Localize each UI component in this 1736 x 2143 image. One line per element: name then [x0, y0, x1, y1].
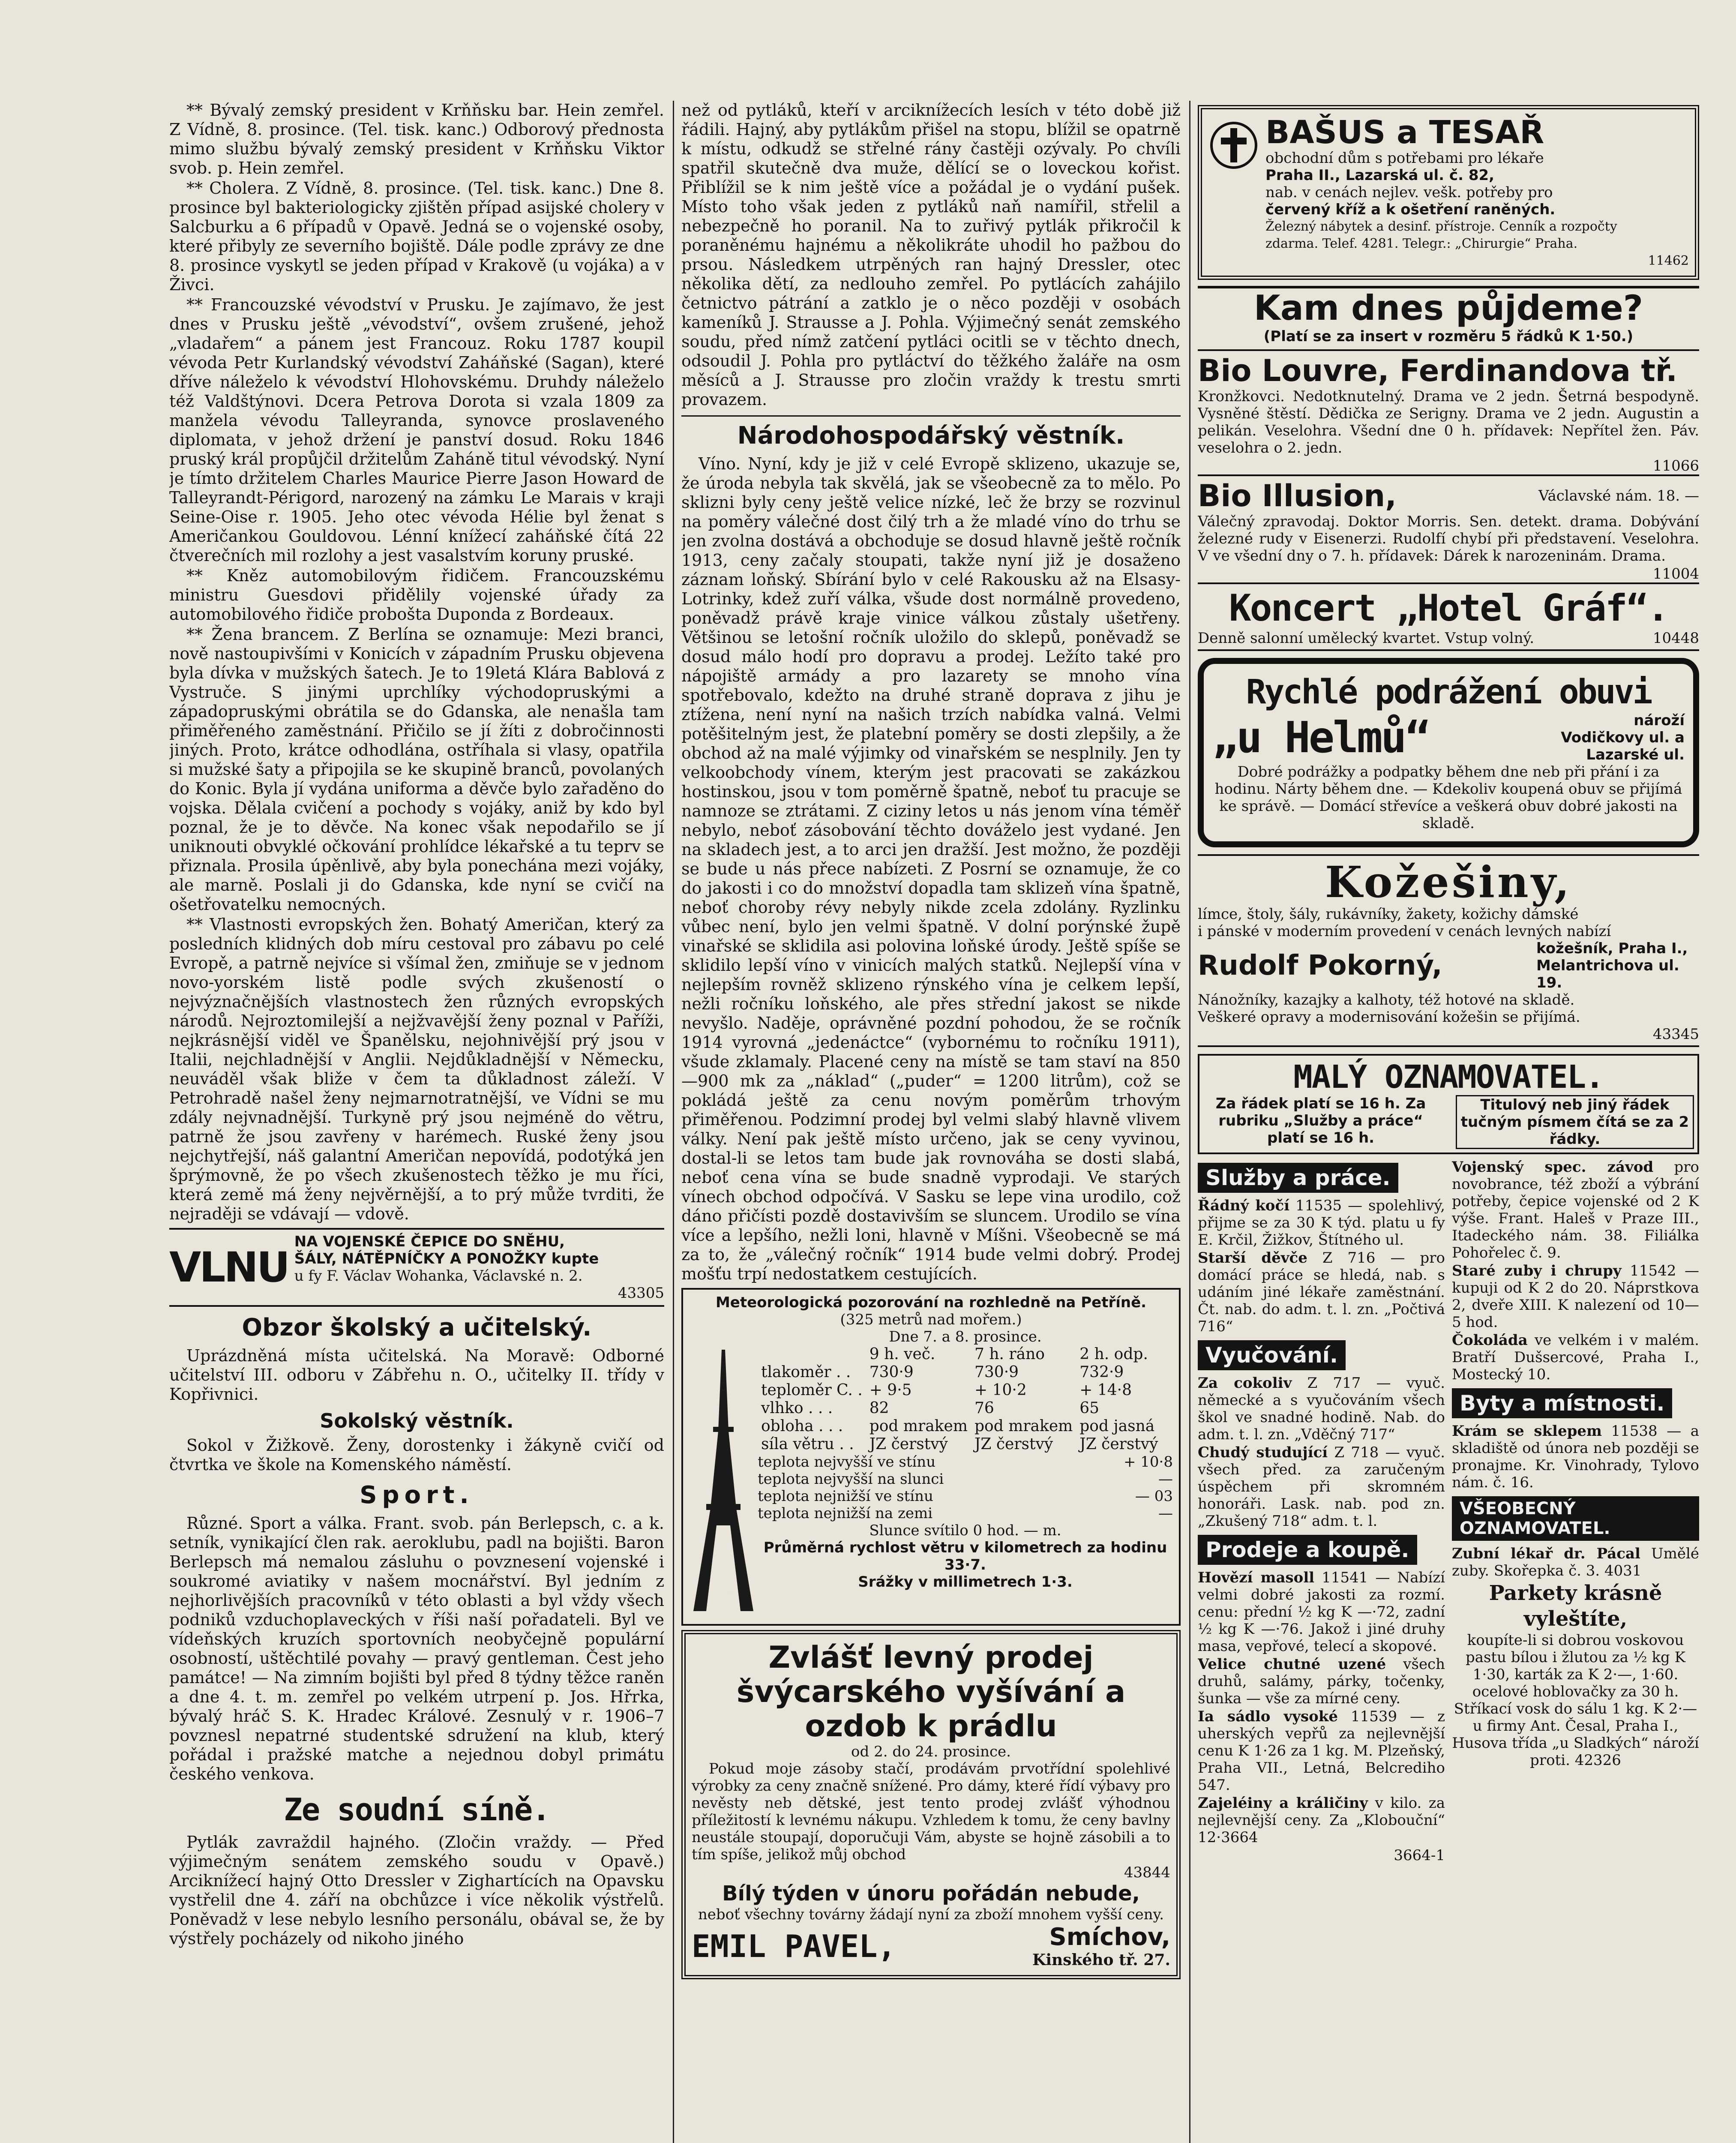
- weather-value: JZ čerstvý: [869, 1435, 948, 1453]
- ad-kozesiny-line: i pánské v moderním provedení v cenách levných nabízí: [1198, 923, 1611, 940]
- classified-item-text: 11538 — a skladiště od února neb později se pronajme. Kr. Vinohrady, Tylovo nám. č. 16.: [1452, 1423, 1699, 1491]
- court-text-continued: než od pytláků, kteří v arciknížecích lesích v této době již řádili. Hajný, aby pytlákům přišel na stopu, blížil se opatrně k místu, odkudž se střelné rány častěji ozývaly. Po chvíli spatřil skutečně dva muže, dělící se o loveckou kořist. Přiblížil se k nim ještě více a požádal je o vydání pušek. Místo toho však jeden z pytláků naň namířil, střelil a nebezpečně ho poranil. Na to zuřivý pytlák přikročil k poraněnému hajnému a několikráte uhodil ho pažbou do prsou. Následkem utrpěných ran hajný Dressler, otec několika dětí, za nedlouho zemřel. Po pytlácích zahájilo četnictvo pátrání a zatklo je o něco později v osobách kameníků J. Strausse a J. Pohla. Výjimečný senát zemského soudu, před nímž zatčení pytláci ocitli se v těchto dnech, odsoudil J. Pohla pro pytláctví do těžkého žaláře na osm měsíců a J. Strausse pro zločin vraždy k trestu smrti provazem.: [681, 101, 1181, 409]
- section-title-economy: Národohospodářský věstník.: [681, 415, 1181, 451]
- weather-table: [758, 1345, 1161, 1453]
- weather-wind: Průměrná rychlost větru v kilometrech za hodinu 33·7.: [763, 1539, 1167, 1573]
- cinema-louvre-code: 11066: [1652, 457, 1699, 474]
- ad-kozesiny-line: Veškeré opravy a modernisování kožešin se přijímá.: [1198, 1008, 1580, 1026]
- ad-kozesiny-title: Kožešiny,: [1325, 857, 1572, 907]
- weather-value: 65: [1079, 1399, 1100, 1417]
- weather-extreme-value: + 10·8: [1124, 1453, 1173, 1471]
- weather-extreme-label: teplota nejvyšší na slunci: [758, 1471, 944, 1488]
- classified-label-vyucovani: Vyučování.: [1198, 1340, 1346, 1370]
- cinema-illusion-addr: Václavské nám. 18. —: [1538, 487, 1699, 504]
- weather-label: obloha . . .: [761, 1417, 843, 1435]
- maly-rate-right: Titulový neb jiný řádek tučným písmem čítá se za 2 řádky.: [1456, 1095, 1694, 1149]
- news-item: ** Vlastnosti evropských žen. Bohatý Američan, který za posledních klidných dob míru cestoval pro zábavu po celé Evropě, a patrně nejvíce si všímal žen, zmiňuje se v jednom novo-yorském listě podle svých zkušeností o nejvýznačnějších vlastnostech žen různých evropských národů. Nejroztomilejší a nejžvavější ženy poznal v Paříži, nejkrásnější viděl ve Španělsku, nejohnivější prý jsou v Italii, nejchladnější v Anglii. Nejdůkladnější v Německu, neuváděl však bliže v čem ta důkladnost záleží. V Petrohradě našel ženy nejmarnotratnější, ve Vídni se mu zdály nejvnadnější. Turkyně prý jsou nejméně do větru, patrně že jsou zavřeny v harémech. Ruské ženy jsou nejchytřejší, náš galantní Američan nepovídá, podotýká jen šprýmovně, že po všech zkušenostech těžko je mu říci, která země má ženy nejvěrnější, a to prý může tvrditi, že nejraději se vdávají — vdově.: [169, 915, 664, 1223]
- classified-item-heading: Řádný kočí: [1198, 1197, 1290, 1214]
- ad-basus-line: nab. v cenách nejlev. vešk. potřeby pro: [1265, 184, 1553, 201]
- weather-col-header: 7 h. ráno: [974, 1345, 1045, 1363]
- section-title-school: Obzor školský a učitelský.: [242, 1314, 592, 1342]
- weather-rain: Srážky v millimetrech 1·3.: [858, 1573, 1073, 1591]
- classified-item: [1198, 1444, 1445, 1530]
- weather-box: [681, 1288, 1181, 1626]
- ad-swiss-place-wrap: [1032, 1923, 1170, 1969]
- column-rule-left: [673, 101, 674, 2143]
- classified-item: [1198, 1795, 1445, 1846]
- cinema-illusion-code: 11004: [1652, 565, 1699, 582]
- classified-item-text: Umělé zuby. Skořepka č. 3. 4031: [1452, 1545, 1699, 1579]
- concert-subtitle: Denně salonní umělecký kvartet. Vstup volný.: [1198, 630, 1535, 647]
- ad-vlnu-big: VLNU: [169, 1243, 288, 1291]
- ad-basus-tesar: [1198, 105, 1699, 280]
- classified-item-text: 11542 — kupuji od K 2 do 20. Náprstkova 2, dveře XIII. K nalezení od 10—5 hod.: [1452, 1262, 1699, 1331]
- weather-col-header: 9 h. več.: [869, 1345, 935, 1363]
- news-item: ** Žena brancem. Z Berlína se oznamuje: Mezi branci, nově nastoupivšími v Konicích v západním Prusku objevena byla dívka v mužských šatech. Je to 19letá Klára Bablová z Vystruče. S jinými uprchlíky východopruskými a západopruskými obrátila se do Gdanska, ale nenašla tam přiměřeného zaměstnání. Přičilo se jí žíti z dobročinnosti jiných. Proto, krátce odhodlána, ostříhala si vlasy, opatřila si mužské šaty a připojila se ke skupině branců, povolaných do Konic. Byla jí vydána uniforma a děvče bylo zařaděno do vojska. Dělala cvičení a pochody s vojáky, aniž by kdo byl poznal, že je to děvče. Na konec však nepodařilo se jí uniknouti obvyklé očkování prohlídce lékařské a tu teprv se přiznala. Prosila úpěnlivě, aby byla ponechána mezi vojáky, ale marně. Poslali ji do Gdanska, kde nyní se cvičí na ošetřovatelku nemocných.: [169, 625, 664, 914]
- ad-swiss-embroidery: [681, 1630, 1181, 1979]
- classified-item-text: pro novobrance, též zboží a výbrání potřeby, čepice vojenské od 2 K výše. Frant. Haleš v Praze III., Itadeckého nám. 38. Filiálka Pohořelec č. 9.: [1452, 1159, 1699, 1261]
- weather-label: teploměr C. .: [761, 1381, 863, 1399]
- classified-item: [1452, 1332, 1699, 1383]
- ad-basus-line: červený kříž a k ošetření raněných.: [1265, 201, 1556, 218]
- kam-title: Kam dnes půjdeme?: [1198, 286, 1699, 328]
- weather-header-row: [758, 1345, 1161, 1363]
- maly-rates: [1203, 1095, 1694, 1149]
- ad-basus-line: obchodní dům s potřebami pro lékaře: [1265, 150, 1544, 167]
- classified-item-heading: Parkety krásně vyleštíte,: [1489, 1581, 1662, 1631]
- classified-label-sluzby: Služby a práce.: [1198, 1163, 1398, 1193]
- weather-value: 732·9: [1079, 1363, 1124, 1381]
- weather-row: [758, 1417, 1161, 1435]
- news-item: ** Kněz automobilovým řidičem. Francouzskému ministru Guesdovi přidělily vojenské úřady za automobilového řidiče probošta Duponda z Bordeaux.: [169, 566, 664, 624]
- classified-item-text: Z 717 — vyuč. německé a s vyučováním všech škol ve snadné hodině. Nab. do adm. t. l. zn. „Vděčný 717“: [1198, 1375, 1445, 1443]
- classified-bottom-code: 3664-1: [1394, 1847, 1445, 1864]
- ad-basus-line: Praha II., Lazarská ul. č. 82,: [1265, 167, 1495, 184]
- cinema-louvre-text: Kronžkovci. Nedotknutelný. Drama ve 2 jedn. Šetrná bespodyně. Vysněné štěstí. Dědička ze Serigny. Drama ve 2 jedn. Augustin a pelikán. Veselohra. Všední dne 0 h. přídavek: Nepřítel žen. Páv. veselohra o 2. jedn.: [1198, 388, 1699, 456]
- section-title-sport: Sport.: [360, 1481, 474, 1509]
- classified-item-heading: Velice chutné uzené: [1198, 1656, 1386, 1673]
- ad-helmu-row: [1212, 712, 1685, 763]
- ad-swiss-place: Smíchov,: [1049, 1923, 1170, 1951]
- weather-row: [758, 1435, 1161, 1453]
- economy-text: Víno. Nyní, kdy je již v celé Evropě sklizeno, ukazuje se, že úroda nebyla tak skvělá, jak se všeobecně za to mělo. Po sklizni byly ceny ještě velice nízké, leč že brzy se rozvinul na poměry válečné dost čilý trh a že mladé víno do trhu se jen zvolna dostává a obchoduje se dosud hlavně ještě ročník 1913, ceny začaly stoupati, takže nyní již je dosaženo záznam loňský. Sbírání bylo v celé Rakousku až na Elsasy-Lotrinky, kdež zuří válka, všude dost normálně provedeno, poněvadž právě kraje vinice válkou zůstaly ušetřeny. Většinou se letošní ročník uložilo do sklepů, poněvadž se dosud málo hodí pro dopravu a prodej. Ležíto také pro nápojiště armády a pro lazarety se mnoho vína spotřebovalo, kdežto na druhé straně doprava z jihu je ztížena, není nyní na našich trzích nabídka valná. Velmi potěšitelným jest, že platební poměry se dosti zlepšily, a že obchod až na malé výjimky od vinařském se nesplnily. Jen ty velkoobchody vínem, kterým jest pracovati se zakázkou hostinskou, jsou v tom poměrně špatně, neboť tu pracuje se namnoze se ztrátami. Z ciziny letos u nás jenom vína téměř nebylo, neboť zásobování těchto dováželo jest vydané. Jen na skladech jest, a to arci jen dražší. Jest možno, že později se bude u nás přece nabízeti. Z Posrní se oznamuje, že co do jakosti i co do množství dopadla tam sklizeň vína špatně, neboť choroby révy nebyly nikde zcela zdolány. Ryzlinku vůbec není, bylo jen velmi špatně. V dolní porýnské župě vinařské se sklidila asi polovina loňské úrody. Ještě spíše se sklidilo lepší víno v vinicích malých statků. Nejlepší vína v nejlepším rovněž sklizeno rýnského vína je celkem lepší, nežli ročníku loňského, ale přes střední jakost se nikde nevyšlo. Naděje, oprávněné pozdní pohodou, že se ročník 1914 vyrovná „jedenáctce“ (vybornému to ročníku 1911), všude zklamaly. Placené ceny na místě se tam staví na 850—900 mk za „náklad“ („puder“ = 1200 litrům), což se pokládá ještě za cenu novým poměrům trhovým přiměřenou. Podzimní prodej byl velmi slabý hlavně vlivem války. Není pak ještě místo určeno, jak se ceny vyvinou, dostal-li se letos tam bude jak rovnováha se dosti slabá, neboť cena vína se bude snadně vyprodaji. Ve starých vínech obchod odpočívá. V Sasku se lepe vina urodilo, což dáno přičísti pozdě dostavivším se sluncem. Urodilo se vína více a lepšího, nežli loni, hlavně v Míšni. Všeobecně se má za to, že „válečný ročník“ 1914 bude velmi dobrý. Prodej mošťu trpí nedostatkem cestujících.: [681, 454, 1181, 1283]
- ad-vlnu-line: NA VOJENSKÉ ČEPICE DO SNĚHU,: [294, 1233, 565, 1250]
- column-2: [681, 101, 1181, 2143]
- weather-value: pod mrakem: [869, 1417, 968, 1435]
- ad-vlnu-line: u fy F. Václav Wohanka, Václavské n. 2.: [294, 1267, 583, 1285]
- classified-label-prodeje: Prodeje a koupě.: [1198, 1535, 1417, 1565]
- ad-vlnu-code: 43305: [618, 1285, 664, 1302]
- weather-col-header: 2 h. odp.: [1079, 1345, 1148, 1363]
- ad-kozesiny-code: 43345: [1652, 1026, 1699, 1043]
- ad-kozesiny-line: Nánožníky, kazajky a kalhoty, též hotové na skladě.: [1198, 991, 1575, 1008]
- ad-helmu-addr: nároží Vodičkovy ul. a Lazarské ul.: [1561, 712, 1685, 763]
- ad-helmu-text: Dobré podrážky a podpatky během dne neb při přání i za hodinu. Nárty během dne. — Kdekoliv koupená obuv se přijímá ke správě. — Domácí střevíce a veškerá obuv dobré jakosti na skladě.: [1214, 763, 1682, 832]
- ad-swiss-week: Bílý týden v únoru pořádán nebude,: [722, 1882, 1140, 1906]
- section-title-sokol: Sokolský věstník.: [320, 1409, 514, 1432]
- cinema-louvre: [1198, 349, 1699, 474]
- classified-item-text: koupíte-li si dobrou voskovou pastu bílou i žlutou za ½ kg K 1·30, karták za K 2·—, 1·60. ocelové hoblovačky za 30 h. Stříkací vosk do sálu 1 kg. K 2·— u firmy Ant. Česal, Praha I., Husova třída „u Sladkých“ nároží proti. 42326: [1452, 1632, 1699, 1769]
- weather-value: JZ čerstvý: [1079, 1435, 1158, 1453]
- weather-label: tlakoměr . .: [761, 1363, 851, 1381]
- weather-value: + 14·8: [1079, 1381, 1132, 1399]
- classified-item-heading: Krám se sklepem: [1452, 1423, 1602, 1440]
- classified-item-heading: Za cokoliv: [1198, 1375, 1292, 1392]
- classified-item: [1452, 1423, 1699, 1491]
- classified-item: [1452, 1262, 1699, 1331]
- classified-label-byty: Byty a místnosti.: [1452, 1388, 1672, 1418]
- cinema-illusion-name: Bio Illusion,: [1198, 478, 1397, 513]
- classified-item: [1198, 1708, 1445, 1794]
- kam-subtitle: (Platí se za insert v rozměru 5 řádků K 1·50.): [1263, 328, 1634, 345]
- classified-item: [1452, 1159, 1699, 1261]
- weather-extreme: [758, 1453, 1173, 1471]
- classified-label-vseobecny: VŠEOBECNÝ OZNAMOVATEL.: [1452, 1496, 1699, 1541]
- classified-item-heading: Chudý studující: [1198, 1444, 1328, 1461]
- weather-row: [758, 1363, 1161, 1381]
- weather-label: síla větru . .: [761, 1435, 854, 1453]
- maly-oznamovatel: [1198, 1054, 1699, 1154]
- weather-extreme-label: teplota nejvyšší ve stínu: [758, 1453, 936, 1471]
- ad-basus-line: zdarma. Telef. 4281. Telegr.: „Chirurgie“ Praha.: [1265, 236, 1578, 251]
- weather-extreme-value: —: [1158, 1505, 1173, 1522]
- classified-item: [1452, 1545, 1699, 1579]
- weather-value: 76: [974, 1399, 994, 1417]
- weather-sub: (325 metrů nad mořem.): [840, 1311, 1022, 1328]
- classified-ads: [1198, 1159, 1699, 1864]
- weather-sun: Slunce svítilo 0 hod. — m.: [869, 1522, 1061, 1539]
- concert-code: 10448: [1652, 630, 1699, 647]
- eiffel-tower-illustration: [689, 1345, 758, 1620]
- weather-title: Meteorologická pozorování na rozhledně na Petříně.: [715, 1294, 1147, 1311]
- ad-swiss-signature: [692, 1923, 1170, 1969]
- weather-value: 730·9: [869, 1363, 914, 1381]
- weather-label: vlhko . . .: [761, 1399, 833, 1417]
- ad-swiss-code: 43844: [1124, 1864, 1170, 1881]
- weather-extreme: [758, 1505, 1173, 1522]
- court-text: Pytlák zavraždil hajného. (Zločin vraždy. — Před výjimečným senátem zemského soudu v Opavě.) Arciknížecí hajný Otto Dressler v Zighartících na Opavsku vystřelil dne 4. září na obchůzce i více několik výstřelů. Poněvadž v lese nebylo lesního personálu, obával se, že by výstřely pocházely od nikoho jiného: [169, 1833, 664, 1948]
- sokol-text: Sokol v Žižkově. Ženy, dorostenky i žákyně cvičí od čtvrtka ve škole na Komenského náměstí.: [169, 1436, 664, 1474]
- classified-right: [1452, 1159, 1699, 1864]
- section-title-court: Ze soudní síně.: [284, 1792, 550, 1828]
- weather-value: 82: [869, 1399, 889, 1417]
- concert-title: Koncert „Hotel Gráf“.: [1229, 587, 1668, 630]
- ad-kozesiny-line: límce, štoly, šály, rukávníky, žakety, kožichy dámské: [1198, 906, 1579, 923]
- classified-item-text: Z 718 — vyuč. všech před. za zaručeným úspěchem při skromném honoráři. Lask. nab. pod zn. „Zkušený 718“ adm. t. l.: [1198, 1444, 1445, 1530]
- classified-item-text: 11539 — z uherských vepřů za nejlevnější cenu K 1·26 za 1 kg. M. Plzeňský, Praha VII., Letná, Belcrediho 547.: [1198, 1708, 1445, 1794]
- weather-table-wrap: [758, 1345, 1173, 1620]
- classified-item-heading: Ia sádlo vysoké: [1198, 1708, 1338, 1725]
- classified-item-heading: Starší děvče: [1198, 1249, 1307, 1267]
- weather-extreme-value: — 03: [1135, 1488, 1173, 1505]
- ad-basus-line: Železný nábytek a desinf. přístroje. Cenník a rozpočty: [1265, 219, 1617, 234]
- cinema-illusion-head: [1198, 479, 1699, 513]
- ad-basus-name: BAŠUS a TESAŘ: [1265, 114, 1544, 151]
- ad-kozesiny-name: Rudolf Pokorný,: [1198, 950, 1442, 981]
- medical-emblem-icon: [1208, 115, 1259, 180]
- maly-rate-left: Za řádek platí se 16 h. Za rubriku „Služby a práce“ platí se 16 h.: [1215, 1095, 1426, 1147]
- weather-extreme-value: —: [1158, 1471, 1173, 1488]
- column-rule-right: [1189, 101, 1190, 2143]
- ad-helmu-name: „u Helmů“: [1212, 712, 1429, 762]
- weather-body: [689, 1345, 1173, 1620]
- classified-item-text: v kilo. za nejlevnější ceny. Za „Klobouční“ 12·3664: [1198, 1795, 1445, 1846]
- classified-item-heading: Hovězí masoll: [1198, 1569, 1315, 1586]
- weather-dates: Dne 7. a 8. prosince.: [889, 1328, 1042, 1345]
- weather-value: pod mrakem: [974, 1417, 1073, 1435]
- weather-value: + 9·5: [869, 1381, 912, 1399]
- weather-value: JZ čerstvý: [974, 1435, 1053, 1453]
- weather-row: [758, 1399, 1161, 1417]
- classified-item-heading: Zubní lékař dr. Pácal: [1452, 1545, 1640, 1562]
- classified-item-text: Z 716 — pro domácí práce se hledá, nab. s udáním jiné lékaře zaměstnání. Čt. nab. do adm. t. l. zn. „Počtivá 716“: [1198, 1249, 1445, 1335]
- cinema-illusion: [1198, 474, 1699, 582]
- ad-swiss-name: EMIL PAVEL,: [692, 1928, 896, 1964]
- classified-item-heading: Staré zuby i chrupy: [1452, 1262, 1622, 1279]
- weather-extreme-label: teplota nejnižší na zemi: [758, 1505, 933, 1522]
- ad-swiss-dates: od 2. do 24. prosince.: [851, 1743, 1011, 1760]
- column-1: [169, 101, 664, 2143]
- maly-title: MALÝ OZNAMOVATEL.: [1293, 1059, 1604, 1096]
- ad-basus-code: 11462: [1648, 253, 1689, 268]
- classified-item: [1198, 1656, 1445, 1707]
- concert-sub-row: [1198, 630, 1699, 647]
- news-item: ** Bývalý zemský president v Krňňsku bar. Hein zemřel. Z Vídně, 8. prosince. (Tel. tisk. kanc.) Odborový přednosta mimo službu bývalý zemský president v Krňňsku Viktor svob. p. Hein zemřel.: [169, 101, 664, 177]
- classified-item-text: ve velkém i v malém. Bratří Dušsercové, Praha I., Mostecký 10.: [1452, 1332, 1699, 1383]
- weather-value: + 10·2: [974, 1381, 1027, 1399]
- sport-text: Různé. Sport a válka. Frant. svob. pán Berlepsch, c. a k. setník, vynikající člen rak. aeroklubu, padl na bojišti. Baron Berlepsch má nemalou zásluhu o povznesení vojenské i soukromé aviatiky v našem mocnářství. Byl jedním z nejhorlivějších pracovníků v této oblasti a byl vždy všech podniků vzduchoplaveckých v říši naší pořadateli. Byl ve vídeňských kruzích sportovních neobyčejně populární osobností, uštěchtilé povahy — pravý gentleman. Čest jeho památce! — Na zimním bojišti byl před 8 týdny těžce raněn a dne 4. t. m. zemřel po velkém utrpení p. Jos. Hřrka, bývalý hráč S. K. Hradec Králové. Zesnulý v r. 1906–7 povznesl nepatrné studentské sdružení na klub, který pořádal i pražské matche a nejednou dobyl primátu českého venkova.: [169, 1514, 664, 1783]
- ad-swiss-addr: Kinského tř. 27.: [1032, 1951, 1170, 1969]
- weather-value: 730·9: [974, 1363, 1019, 1381]
- ad-kozesiny-name-row: [1198, 940, 1699, 991]
- weather-extreme-label: teplota nejnižší ve stínu: [758, 1488, 933, 1505]
- ad-kozesiny: [1198, 854, 1699, 1047]
- weather-row: [758, 1381, 1161, 1399]
- concert-hotel-graf: [1198, 582, 1699, 651]
- ad-vlnu: [169, 1228, 664, 1307]
- school-text: Uprázdněná místa učitelská. Na Moravě: Odborné učitelství III. odboru v Zábřehu n. O., učitelky II. třídy v Kopřivnici.: [169, 1346, 664, 1404]
- classified-item-text: všech druhů, salámy, párky, točenky, šunka — vše za mírné ceny.: [1198, 1656, 1445, 1707]
- news-item: ** Cholera. Z Vídně, 8. prosince. (Tel. tisk. kanc.) Dne 8. prosince byl bakteriologicky zjištěn případ asijské cholery v Salcburku a 6 případů v Opavě. Jedná se o vojenské osoby, které přibyly ze severního bojiště. Dále podle zprávy ze dne 8. prosince vyskytl se jeden případ v Krakově (u vojáka) a v Živci.: [169, 179, 664, 294]
- classified-left: [1198, 1159, 1445, 1864]
- classified-item: [1198, 1197, 1445, 1249]
- weather-extreme: [758, 1471, 1173, 1488]
- classified-item: [1198, 1249, 1445, 1335]
- cinema-louvre-name: Bio Louvre, Ferdinandova tř.: [1198, 353, 1677, 388]
- classified-item-text: 11541 — Nabízí velmi dobré jakosti za rozmí. cenu: přední ½ kg K —·72, zadní ½ kg K —·76. Jakož i jiné druhy masa, vepřové, telecí a skopové.: [1198, 1569, 1445, 1655]
- classified-item: [1198, 1375, 1445, 1443]
- weather-extreme: [758, 1488, 1173, 1505]
- ad-swiss-week-note: neboť všechny továrny žádají nyní za zboží mnohem vyšší ceny.: [698, 1906, 1164, 1923]
- classified-item: [1452, 1580, 1699, 1769]
- ad-swiss-title: Zvlášť levný prodej švýcarského vyšívání a ozdob k prádlu: [736, 1640, 1126, 1744]
- classified-item: [1198, 1569, 1445, 1655]
- weather-value: pod jasná: [1079, 1417, 1155, 1435]
- ad-helmu: [1198, 658, 1699, 847]
- ad-kozesiny-addr: kožešník, Praha I., Melantrichova ul. 19.: [1536, 940, 1688, 991]
- cinema-illusion-text: Válečný zpravodaj. Doktor Morris. Sen. detekt. drama. Dobývání železné rudy v Eisenerzi. Rudolfí chybí při představení. Veselohra. V ve všední dny o 7. h. přídavek: Dárek k narozeninám. Drama.: [1198, 513, 1699, 564]
- ad-helmu-title: Rychlé podrážení obuvi: [1246, 673, 1651, 711]
- ad-swiss-text: Pokud moje zásoby stačí, prodávám prvotřídní spolehlivé výrobky za ceny značně snížené. Pro dámy, které řídí výbavy pro nevěsty neb dětské, jest tento prodej zvlášť výhodnou příležitostí k levnému nákupu. Vzhledem k tomu, že ceny bavlny neustále stoupají, doporučuji Vám, abyste se hojně zásobili a to tím spíše, jelikož můj obchod: [692, 1760, 1170, 1863]
- ad-basus-text: [1265, 115, 1689, 270]
- ad-vlnu-text: [288, 1233, 664, 1302]
- ad-vlnu-line: ŠÁLY, NÁTĚPNÍČKY A PONOŽKY kupte: [294, 1250, 599, 1267]
- news-item: ** Francouzské vévodství v Prusku. Je zajímavo, že jest dnes v Prusku ještě „vévodství“, ovšem zrušené, jehož „vladařem“ a pánem jest Francouz. Roku 1787 koupil vévoda Petr Kurlandský vévodství Zaháňské (Sagan), které dříve náleželo k vévodství Hlohovskému. Druhdy náleželo též Valdštýnovi. Dcera Petrova Dorota si vzala 1809 za manžela vévodu Talleyranda, synovce proslaveného diplomata, v jehož držení je panství dosud. Roku 1846 pruský král propůjčil držitelům Zaháně titul vévodský. Nyní je tímto držitelem Charles Maurice Pierre Jason Howard de Talleyrandt-Périgord, narozený na zámku Le Marais v kraji Seine-Oise r. 1905. Jeho otec vévoda Hélie byl ženat s Američankou Gouldovou. Lénní knížecí zaháňské čítá 22 čtverečních mil rozlohy a jest vasalstvím koruny pruské.: [169, 295, 664, 565]
- classified-item-heading: Zajeléiny a králičiny: [1198, 1795, 1368, 1812]
- column-3: [1198, 101, 1699, 2143]
- classified-item-heading: Vojenský spec. závod: [1452, 1159, 1654, 1176]
- classified-item-text: 11535 — spolehlivý, přijme se za 30 K týd. platu u fy E. Krčil, Žižkov, Štítného ul.: [1198, 1197, 1445, 1249]
- classified-item-heading: Čokoláda: [1452, 1332, 1528, 1349]
